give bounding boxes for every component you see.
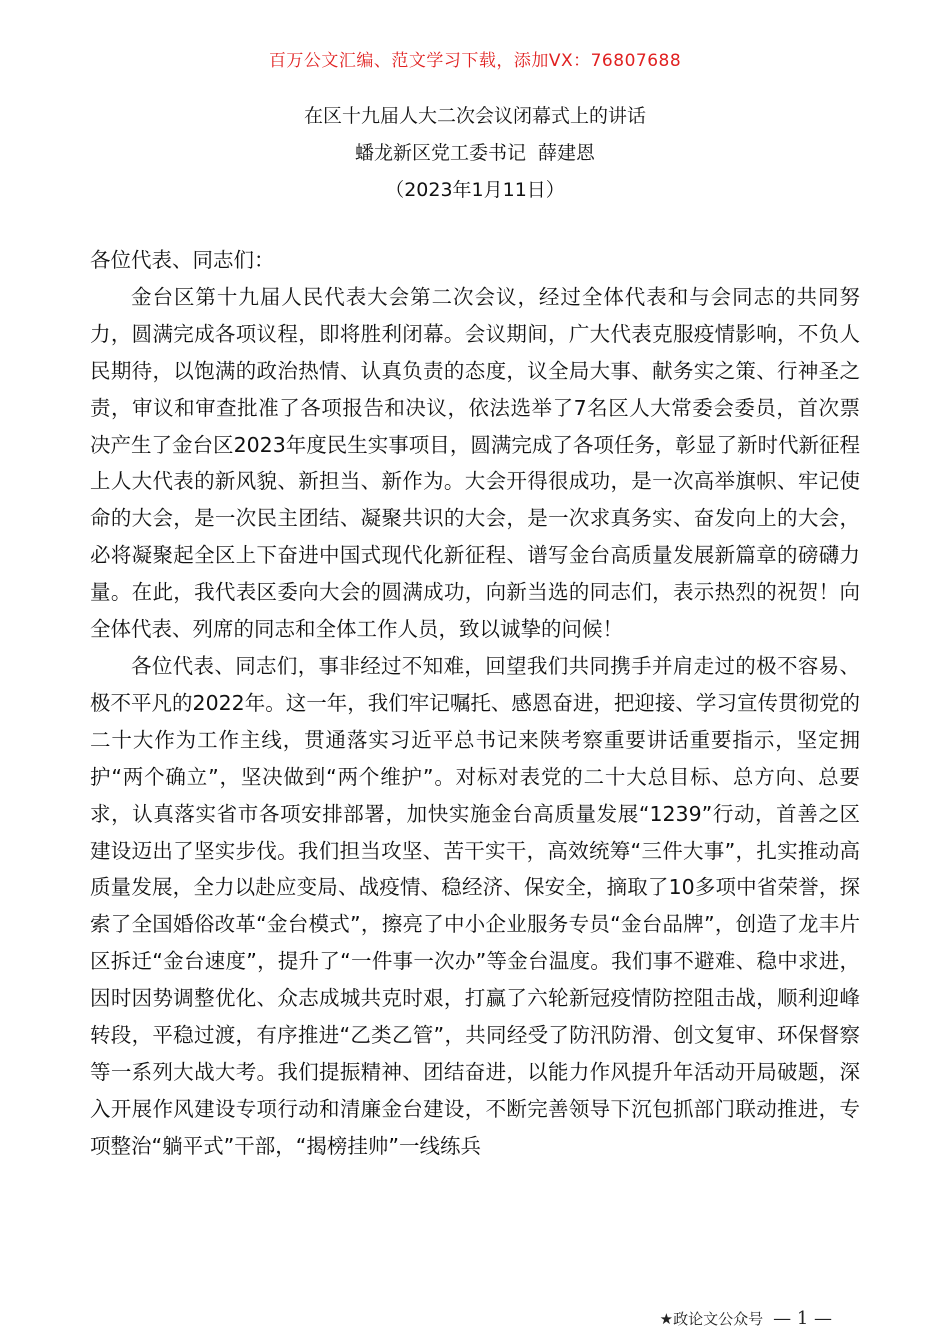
page-number: — 1 — <box>773 1308 832 1329</box>
paragraph: 金台区第十九届人民代表大会第二次会议，经过全体代表和与会同志的共同努力，圆满完成各项议程，即将胜利闭幕。会议期间，广大代表克服疫情影响，不负人民期待，以饱满的政治热情、认真负责的态度，议全局大事、献务实之策、行神圣之责，审议和审查批准了各项报告和决议，依法选举了7名区人大常委会委员，首次票决产生了金台区2023年度民生实事项目，圆满完成了各项任务，彰显了新时代新征程上人大代表的新风貌、新担当、新作为。大会开得很成功，是一次高举旗帜、牢记使命的大会，是一次民主团结、凝聚共识的大会，是一次求真务实、奋发向上的大会，必将凝聚起全区上下奋进中国式现代化新征程、谱写金台高质量发展新篇章的磅礴力量。在此，我代表区委向大会的圆满成功，向新当选的同志们，表示热烈的祝贺！向全体代表、列席的同志和全体工作人员，致以诚挚的问候！ <box>90 284 860 642</box>
footer-source: ★政论文公众号 <box>659 1310 764 1328</box>
salutation: 各位代表、同志们： <box>90 248 275 272</box>
speech-title: 在区十九届人大二次会议闭幕式上的讲话 <box>303 105 646 127</box>
speaker-line: 蟠龙新区党工委书记 薛建恩 <box>354 142 596 164</box>
page-footer <box>660 1308 832 1329</box>
promo-banner: 百万公文汇编、范文学习下载，添加VX：76807688 <box>268 51 682 71</box>
speech-body <box>90 242 860 1165</box>
paragraph: 各位代表、同志们，事非经过不知难，回望我们共同携手并肩走过的极不容易、极不平凡的2022年。这一年，我们牢记嘱托、感恩奋进，把迎接、学习宣传贯彻党的二十大作为工作主线，贯通落实习近平总书记来陕考察重要讲话重要指示，坚定拥护“两个确立”，坚决做到“两个维护”。对标对表党的二十大总目标、总方向、总要求，认真落实省市各项安排部署，加快实施金台高质量发展“1239”行动，首善之区建设迈出了坚实步伐。我们担当攻坚、苦干实干，高效统筹“三件大事”，扎实推动高质量发展，全力以赴应变局、战疫情、稳经济、保安全，摘取了10多项中省荣誉，探索了全国婚俗改革“金台模式”，擦亮了中小企业服务专员“金台品牌”，创造了龙丰片区拆迁“金台速度”，提升了“一件事一次办”等金台温度。我们事不避难、稳中求进，因时因势调整优化、众志成城共克时艰，打赢了六轮新冠疫情防控阻击战，顺利迎峰转段，平稳过渡，有序推进“乙类乙管”，共同经受了防汛防滑、创文复审、环保督察等一系列大战大考。我们提振精神、团结奋进，以能力作风提升年活动开局破题，深入开展作风建设专项行动和清廉金台建设，不断完善领导下沉包抓部门联动推进，专项整治“躺平式”干部，“揭榜挂帅”一线练兵 <box>90 653 860 1158</box>
title-block <box>0 98 950 209</box>
speech-date: （2023年1月11日） <box>385 179 565 201</box>
